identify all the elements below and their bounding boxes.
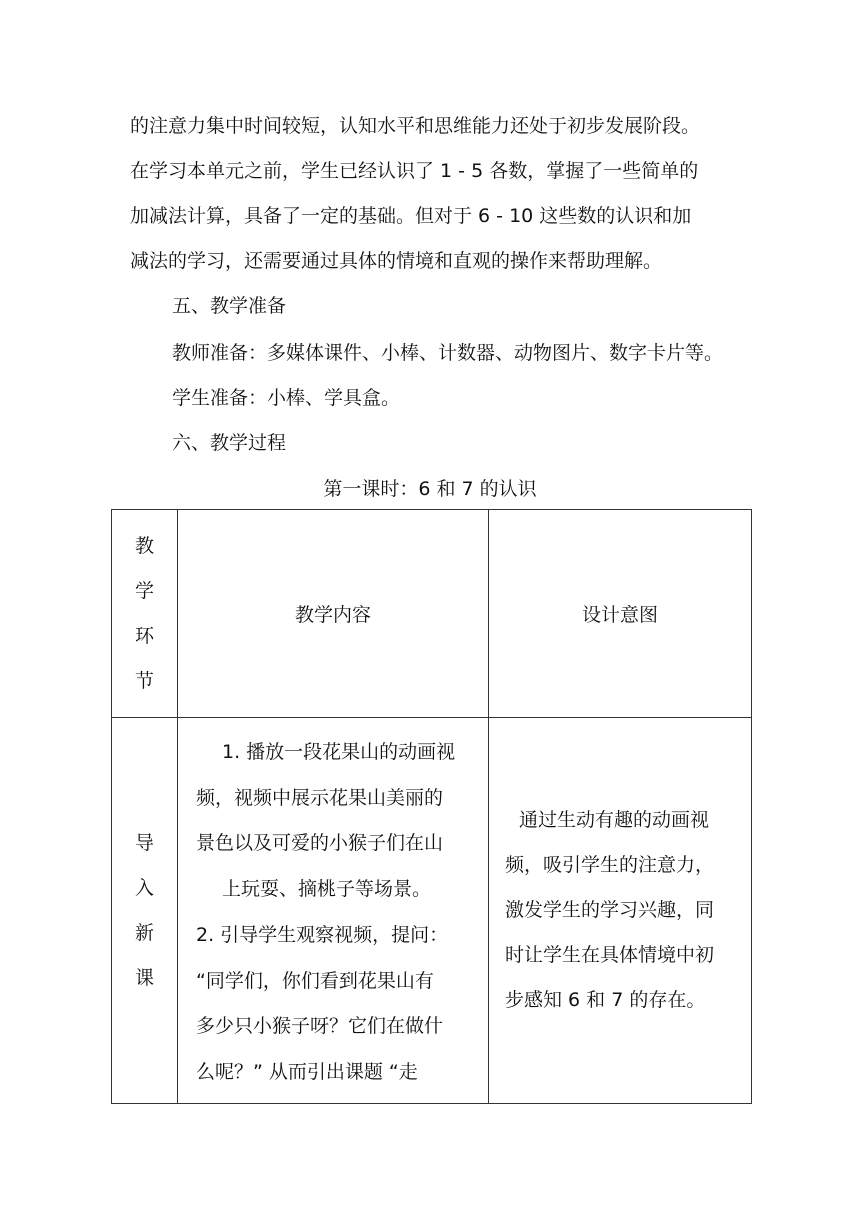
content-line: 频，视频中展示花果山美丽的 <box>196 786 444 809</box>
content-line: 2. 引导学生观察视频，提问： <box>196 923 449 946</box>
content-line: 上玩耍、摘桃子等场景。 <box>222 878 432 901</box>
intent-cell-intro <box>489 718 752 1104</box>
content-line: “同学们，你们看到花果山有 <box>196 969 434 992</box>
header-stage-cell <box>112 510 178 718</box>
content-line: 1. 播放一段花果山的动画视 <box>222 741 456 763</box>
lesson-table <box>111 509 752 1104</box>
student-analysis-paragraph <box>130 104 740 284</box>
intent-line: 通过生动有趣的动画视 <box>519 809 710 831</box>
intent-line: 频，吸引学生的注意力， <box>505 854 715 876</box>
stage-cell-intro <box>112 718 178 1104</box>
content-line: 景色以及可爱的小猴子们在山 <box>196 832 444 855</box>
student-preparation: 学生准备：小棒、学具盒。 <box>172 387 401 409</box>
table-caption: 第一课时：6 和 7 的认识 <box>323 478 537 500</box>
stage-char: 课 <box>134 966 154 989</box>
table-header-row <box>112 510 752 718</box>
content-line: 么呢？” 从而引出课题 “走 <box>196 1060 418 1083</box>
header-intent-cell: 设计意图 <box>489 510 752 718</box>
header-stage-char: 教 <box>134 534 154 557</box>
stage-char: 新 <box>134 921 154 944</box>
table-row <box>112 718 752 1104</box>
intent-line: 时让学生在具体情境中初 <box>505 944 715 966</box>
intent-line: 激发学生的学习兴趣，同 <box>505 899 715 921</box>
section-heading-process: 六、教学过程 <box>172 432 287 454</box>
header-stage-char: 环 <box>134 624 154 647</box>
header-stage-char: 学 <box>134 579 154 602</box>
stage-char: 入 <box>134 876 154 899</box>
paragraph-line: 加减法计算，具备了一定的基础。但对于 6 - 10 这些数的认识和加 <box>130 205 692 227</box>
stage-char: 导 <box>134 831 154 854</box>
paragraph-line: 的注意力集中时间较短，认知水平和思维能力还处于初步发展阶段。 <box>130 115 701 137</box>
intent-line: 步感知 6 和 7 的存在。 <box>505 989 706 1011</box>
header-stage-char: 节 <box>134 669 154 692</box>
content-line: 多少只小猴子呀？它们在做什 <box>196 1015 444 1038</box>
content-cell-intro <box>178 718 489 1104</box>
paragraph-line: 在学习本单元之前，学生已经认识了 1 - 5 各数，掌握了一些简单的 <box>130 160 699 182</box>
teacher-preparation: 教师准备：多媒体课件、小棒、计数器、动物图片、数字卡片等。 <box>172 342 724 364</box>
section-heading-preparation: 五、教学准备 <box>172 295 287 317</box>
header-content-cell: 教学内容 <box>178 510 489 718</box>
paragraph-line: 减法的学习，还需要通过具体的情境和直观的操作来帮助理解。 <box>130 250 663 272</box>
